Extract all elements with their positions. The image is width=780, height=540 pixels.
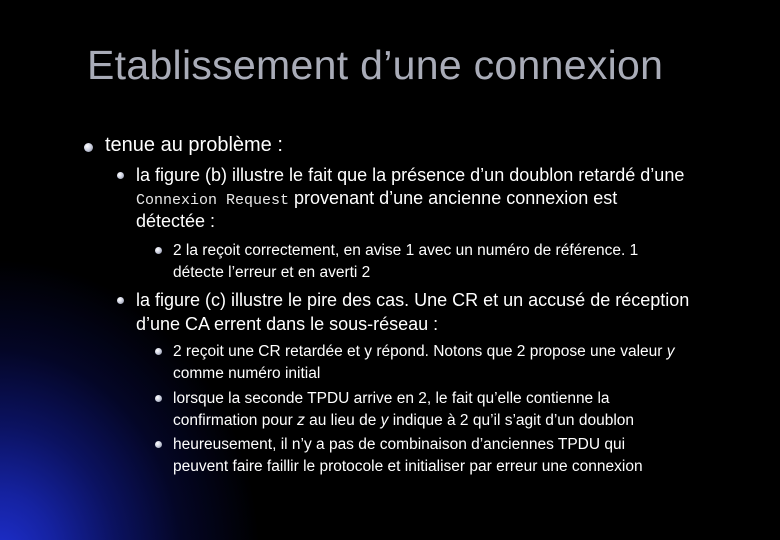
bullet-dot (155, 441, 162, 448)
bullet-dot (84, 143, 93, 152)
code-connexion-request: Connexion Request (136, 192, 290, 209)
bullet-dot (155, 395, 162, 402)
bullet-dot (155, 348, 162, 355)
sub-bullet-1-line2: détecte l’erreur et en averti 2 (173, 264, 371, 281)
sub-bullet-2-line2: comme numéro initial (173, 365, 321, 382)
sub-bullet-3-line1: lorsque la seconde TPDU arrive en 2, le fait qu’elle contienne la (173, 390, 610, 407)
sub-bullet-4-line2: peuvent faire faillir le protocole et initialiser par erreur une connexion (173, 458, 643, 475)
variable-y: y (666, 343, 675, 360)
sub-bullet-3-line2-a: confirmation pour (173, 412, 298, 429)
bullet-figure-b-line1: la figure (b) illustre le fait que la présence d’un doublon retardé d’une (136, 165, 685, 185)
bullet-dot (155, 247, 162, 254)
sub-bullet-2-line1 (173, 341, 674, 362)
variable-y: y (380, 412, 389, 429)
sub-bullet-2-line1-text: 2 reçoit une CR retardée et y répond. Notons que 2 propose une valeur (173, 343, 667, 360)
sub-bullet-4-line1: heureusement, il n’y a pas de combinaison d’anciennes TPDU qui (173, 436, 626, 453)
sub-bullet-1-line1: 2 la reçoit correctement, en avise 1 avec un numéro de référence. 1 (173, 242, 639, 259)
sub-bullet-3-line2 (173, 410, 634, 431)
bullet-main: tenue au problème : (105, 134, 283, 156)
sub-bullet-3-line2-c: indique à 2 qu’il s’agit d’un doublon (388, 412, 635, 429)
sub-bullet-3-line2-b: au lieu de (304, 412, 381, 429)
bullet-dot (117, 297, 124, 304)
variable-z: z (297, 412, 305, 429)
bullet-figure-b-line2-rest: provenant d’une ancienne connexion est (289, 188, 618, 208)
bullet-figure-b-line3: détectée : (136, 211, 216, 231)
bullet-figure-b-line2 (136, 187, 617, 212)
bullet-dot (117, 172, 124, 179)
bullet-figure-c-line1: la figure (c) illustre le pire des cas. Une CR et un accusé de réception (136, 290, 690, 310)
bullet-figure-c-line2: d’une CA errent dans le sous-réseau : (136, 314, 439, 334)
slide-title: Etablissement d’une connexion (87, 42, 664, 88)
